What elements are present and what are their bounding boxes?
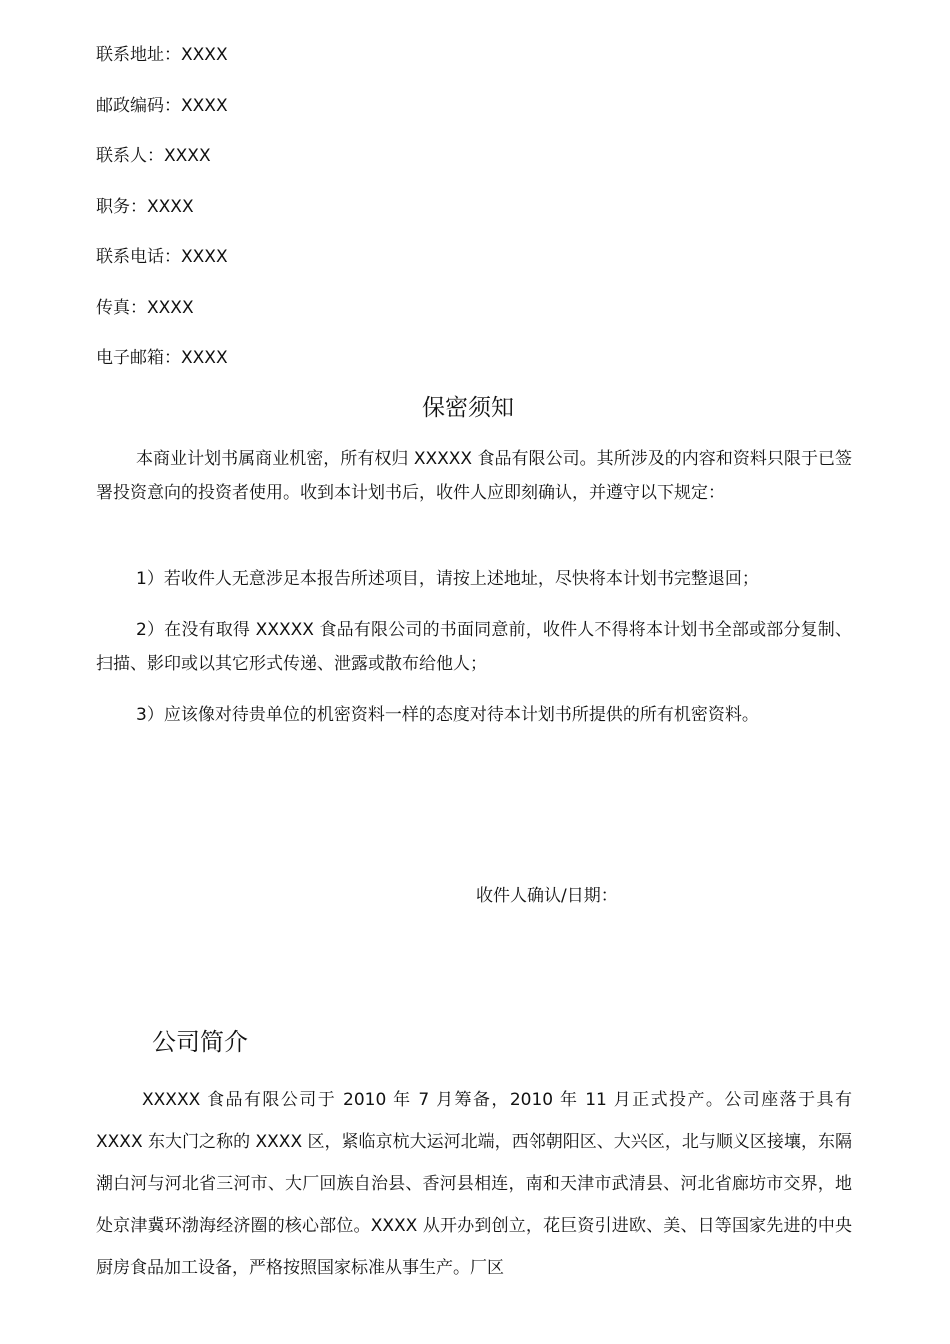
contact-person: 联系人：XXXX — [96, 146, 211, 166]
contact-phone: 联系电话：XXXX — [96, 247, 228, 267]
recipient-signature-line: 收件人确认/日期： — [476, 886, 618, 906]
confidentiality-item-3: 3）应该像对待贵单位的机密资料一样的态度对待本计划书所提供的所有机密资料。 — [136, 705, 759, 725]
confidentiality-intro: 本商业计划书属商业机密，所有权归 XXXXX 食品有限公司。其所涉及的内容和资料只限于已签署投资意向的投资者使用。收到本计划书后，收件人应即刻确认，并遵守以下规定： — [96, 449, 852, 503]
contact-email: 电子邮箱：XXXX — [96, 348, 228, 368]
confidentiality-heading: 保密须知 — [422, 395, 514, 421]
company-intro-paragraph: XXXXX 食品有限公司于 2010 年 7 月筹备，2010 年 11 月正式投产。公司座落于具有 XXXX 东大门之称的 XXXX 区，紧临京杭大运河北端，西邻朝阳区、大兴区，北与顺义区接壤，东隔潮白河与河北省三河市、大厂回族自治县、香河县相连，南和天津市武清县、河北省廊坊市交界，地处京津冀环渤海经济圈的核心部位。XXXX 从开办到创立，花巨资引进欧、美、日等国家先进的中央厨房食品加工设备，严格按照国家标准从事生产。厂区 — [96, 1090, 852, 1278]
contact-postcode: 邮政编码：XXXX — [96, 96, 228, 116]
confidentiality-item-1: 1）若收件人无意涉足本报告所述项目，请按上述地址，尽快将本计划书完整退回； — [136, 569, 759, 589]
contact-title: 职务：XXXX — [96, 197, 194, 217]
contact-fax: 传真：XXXX — [96, 298, 194, 318]
contact-address: 联系地址：XXXX — [96, 45, 228, 65]
company-heading: 公司简介 — [152, 1028, 248, 1056]
confidentiality-item-2: 2）在没有取得 XXXXX 食品有限公司的书面同意前，收件人不得将本计划书全部或部分复制、扫描、影印或以其它形式传递、泄露或散布给他人； — [96, 620, 852, 674]
